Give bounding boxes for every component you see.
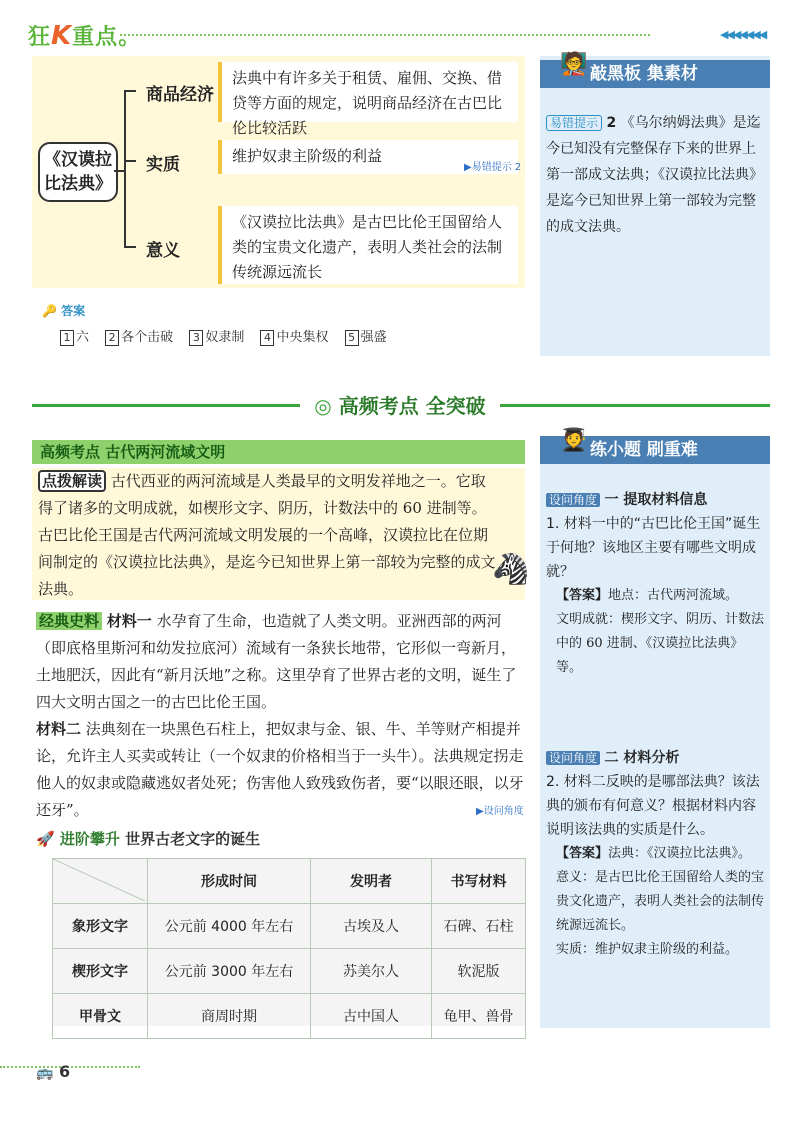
answer-item: [189, 330, 244, 345]
table-cell: 古埃及人: [311, 904, 432, 949]
answer-line: 意义：是古巴比伦王国留给人类的宝贵文化遗产，表明人类社会的法制传统源远流长。: [556, 870, 765, 933]
answer-num: 3: [189, 330, 203, 346]
table-row: [53, 904, 526, 949]
rocket-icon: 🚀: [36, 830, 55, 848]
table-row-header: 甲骨文: [53, 994, 148, 1039]
tip-text: 《乌尔纳姆法典》是迄今已知没有完整保存下来的世界上第一部成文法典；《汉谟拉比法典》是迄今已知世界上第一部较为完整的成文法典。: [546, 115, 763, 235]
advance-heading: 世界古老文字的诞生: [125, 830, 261, 848]
table-cell: 古中国人: [311, 994, 432, 1039]
table-cell: 公元前 4000 年左右: [148, 904, 311, 949]
mindmap-branch-label: 商品经济: [146, 85, 214, 105]
table-header-row: [53, 859, 526, 904]
corner-diagonal: [53, 859, 145, 901]
header-arrows: ◀◀◀◀◀◀◀: [720, 28, 766, 41]
table-corner: [53, 859, 148, 904]
bus-icon: 🚌: [36, 1065, 54, 1081]
explanation-body: 古代西亚的两河流域是人类最早的文明发祥地之一。它取得了诸多的文明成就，如楔形文字、阴历，计数法中的 60 进制等。古巴比伦王国是古代两河流域文明发展的一个高峰，汉谟拉比在位期间制定的《汉谟拉比法典》，是迄今已知世界上第一部较为完整的成文法典。: [38, 472, 496, 598]
angle-badge: 设问角度: [546, 751, 600, 765]
source-tag: 经典史料: [36, 612, 102, 630]
answer-item: [260, 330, 328, 345]
question-1: 1. 材料一中的“古巴比伦王国”诞生于何地？该地区主要有哪些文明成就？: [546, 516, 761, 580]
topic-title: 高频考点 古代两河流域文明: [32, 440, 525, 464]
material-2-text: 法典刻在一块黑色石柱上，把奴隶与金、银、牛、羊等财产相提并论，允许主人买卖或转让（一个奴隶的价格相当于一头牛）。法典规定拐走他人的奴隶或隐藏逃奴者处死；伤害他人致残致伤者，要“以眼还眼，以牙还牙”。: [36, 720, 524, 819]
angle-2-header: [546, 746, 766, 770]
table-row-header: 楔形文字: [53, 949, 148, 994]
answer-text: 六: [76, 330, 90, 345]
question-angle-link[interactable]: ▶设问角度: [476, 806, 524, 817]
angle-title: 一 提取材料信息: [604, 492, 708, 508]
answer-text: 中央集权: [276, 330, 329, 345]
brand-text-b: 重点: [72, 25, 119, 50]
answer-1: [556, 584, 766, 680]
page-number-text: 6: [59, 1062, 71, 1081]
side-top-text: [546, 110, 764, 240]
table-header-cell: 书写材料: [432, 859, 526, 904]
angle-1-header: [546, 488, 766, 512]
answer-num: 4: [260, 330, 274, 346]
answers-label: [42, 302, 85, 319]
answer-num: 5: [345, 330, 359, 346]
teacher-icon: 🧑‍🏫: [560, 52, 588, 77]
explanation-tag: 点拨解读: [38, 470, 106, 492]
table-cell: 软泥版: [432, 949, 526, 994]
table-cell: 苏美尔人: [311, 949, 432, 994]
answer-label: 【答案】: [556, 588, 609, 603]
mindmap-root: [38, 142, 118, 202]
material-1-title: 材料一: [106, 612, 152, 630]
explanation-text: [38, 468, 496, 603]
writing-table-wrap: [52, 858, 526, 1026]
table-row: [53, 994, 526, 1039]
table-cell: 公元前 3000 年左右: [148, 949, 311, 994]
answer-text: 强盛: [360, 330, 387, 345]
advance-title: [36, 828, 260, 849]
mindmap-root-label: 《汉谟拉比法典》: [44, 150, 112, 194]
mindmap-link-2: [124, 160, 136, 162]
section-banner: [300, 390, 500, 419]
table-row: [53, 949, 526, 994]
writing-table: [52, 858, 526, 1039]
answer-text: 奴隶制: [205, 330, 245, 345]
mindmap-branch-text: 《汉谟拉比法典》是古巴比伦王国留给人类的宝贵文化遗产，表明人类社会的法制传统源远流长: [218, 206, 518, 284]
table-row-header: 象形文字: [53, 904, 148, 949]
mindmap-link-3: [124, 246, 136, 248]
answer-label: 【答案】: [556, 846, 609, 861]
table-cell: 石碑、石柱: [432, 904, 526, 949]
answer-item: [345, 330, 387, 345]
table-header-cell: 形成时间: [148, 859, 311, 904]
side-bottom-title-text: 练小题 刷重难: [590, 440, 698, 460]
answer-text: 各个击破: [121, 330, 174, 345]
section-banner-title: 高频考点 全突破: [338, 394, 486, 418]
student-icon: 🧑‍🎓: [560, 428, 588, 453]
mindmap-trunk: [124, 90, 126, 246]
answer-line: 地点：古代两河流域。: [608, 588, 739, 603]
answer-line: 法典：《汉谟拉比法典》。: [608, 846, 752, 861]
answer-line: 实质：维护奴隶主阶级的利益。: [556, 942, 739, 957]
answer-item: [105, 330, 173, 345]
advance-tag: 进阶攀升: [59, 830, 120, 848]
answer-2: [556, 842, 766, 962]
banner-line-right: [500, 404, 770, 407]
answers-label-text: 答案: [61, 304, 86, 318]
answers-row: [60, 326, 399, 346]
mindmap-branch-label: 意义: [146, 241, 180, 261]
brand-text-a: 狂: [28, 25, 52, 50]
error-tip-link[interactable]: ▶易错提示 2: [464, 162, 522, 173]
header-divider: [120, 34, 650, 36]
tip-num: 2: [606, 115, 617, 131]
mindmap-branch-label: 实质: [146, 155, 180, 175]
answer-item: [60, 330, 89, 345]
tip-badge: 易错提示: [546, 115, 602, 131]
table-cell: 商周时期: [148, 994, 311, 1039]
swirl-icon: ◎: [314, 394, 332, 418]
mindmap-branch-text: 法典中有许多关于租赁、雇佣、交换、借贷等方面的规定，说明商品经济在古巴比伦比较活跃: [218, 62, 518, 122]
key-icon: 🔑: [42, 304, 57, 318]
side-top-title-text: 敲黑板 集素材: [590, 64, 698, 84]
mindmap-link-1: [124, 90, 136, 92]
mindmap-branch-text-span: 维护奴隶主阶级的利益: [232, 147, 383, 165]
source-material-1: [36, 608, 526, 716]
mindmap-root-link: [114, 170, 124, 172]
material-2-title: 材料二: [36, 720, 82, 738]
banner-line-left: [32, 404, 302, 407]
reading-figure-icon: 🦓: [492, 552, 530, 587]
answer-line: 文明成就：楔形文字、阴历、计数法中的 60 进制、《汉谟拉比法典》等。: [556, 612, 765, 675]
question-2: 2. 材料二反映的是哪部法典？该法典的颁布有何意义？根据材料内容说明该法典的实质是什么。: [546, 774, 760, 838]
source-material-2: [36, 716, 526, 824]
brand-dot: 。: [118, 25, 142, 50]
material-1-text: 水孕育了生命，也造就了人类文明。亚洲西部的两河（即底格里斯河和幼发拉底河）流域有一条狭长地带，它形似一弯新月，土地肥沃，因此有“新月沃地”之称。这里孕育了世界古老的文明，诞生了四大文明古国之一的古巴比伦王国。: [36, 612, 517, 711]
table-cell: 龟甲、兽骨: [432, 994, 526, 1039]
angle-badge: 设问角度: [546, 493, 600, 507]
angle-title: 二 材料分析: [604, 750, 680, 766]
page-number: [36, 1062, 76, 1086]
brand-text-k: K: [51, 21, 73, 51]
table-header-cell: 发明者: [311, 859, 432, 904]
answer-num: 1: [60, 330, 74, 346]
answer-num: 2: [105, 330, 119, 346]
